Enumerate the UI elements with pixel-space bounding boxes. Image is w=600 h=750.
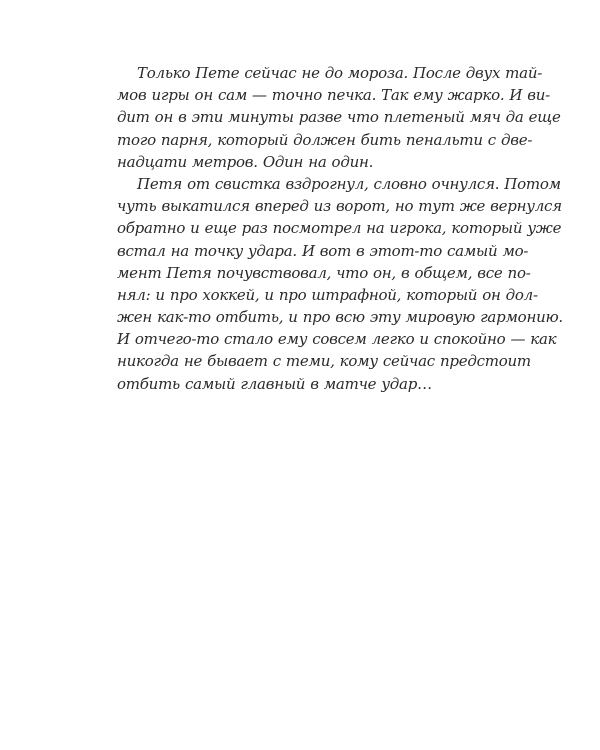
text-line: никогда не бывает с теми, кому сейчас предстоит [117, 352, 531, 371]
text-line: обратно и еще раз посмотрел на игрока, который уже [117, 219, 562, 238]
body-text [117, 62, 563, 395]
text-line: нял: и про хоккей, и про штрафной, который он дол- [117, 285, 538, 304]
text-line: того парня, который должен бить пенальти с две- [117, 130, 533, 149]
text-line: Только Пете сейчас не до мороза. После двух тай- [137, 64, 543, 82]
text-line: надцати метров. Один на один. [117, 152, 374, 171]
text-line: жен как-то отбить, и про всю эту мировую гармонию. [117, 308, 563, 327]
text-line: Петя от свистка вздрогнул, словно очнулся. Потом [137, 174, 561, 193]
text-line: дит он в эти минуты разве что плетеный мяч да еще [117, 108, 561, 127]
text-line: И отчего-то стало ему совсем легко и спокойно — как [117, 330, 557, 349]
text-line: отбить самый главный в матче удар… [117, 374, 432, 393]
text-line: чуть выкатился вперед из ворот, но тут же вернулся [117, 197, 562, 216]
text-line: мов игры он сам — точно печка. Так ему жарко. И ви- [117, 86, 550, 105]
text-line: встал на точку удара. И вот в этот-то самый мо- [117, 241, 529, 260]
text-line: мент Петя почувствовал, что он, в общем, все по- [117, 263, 531, 282]
